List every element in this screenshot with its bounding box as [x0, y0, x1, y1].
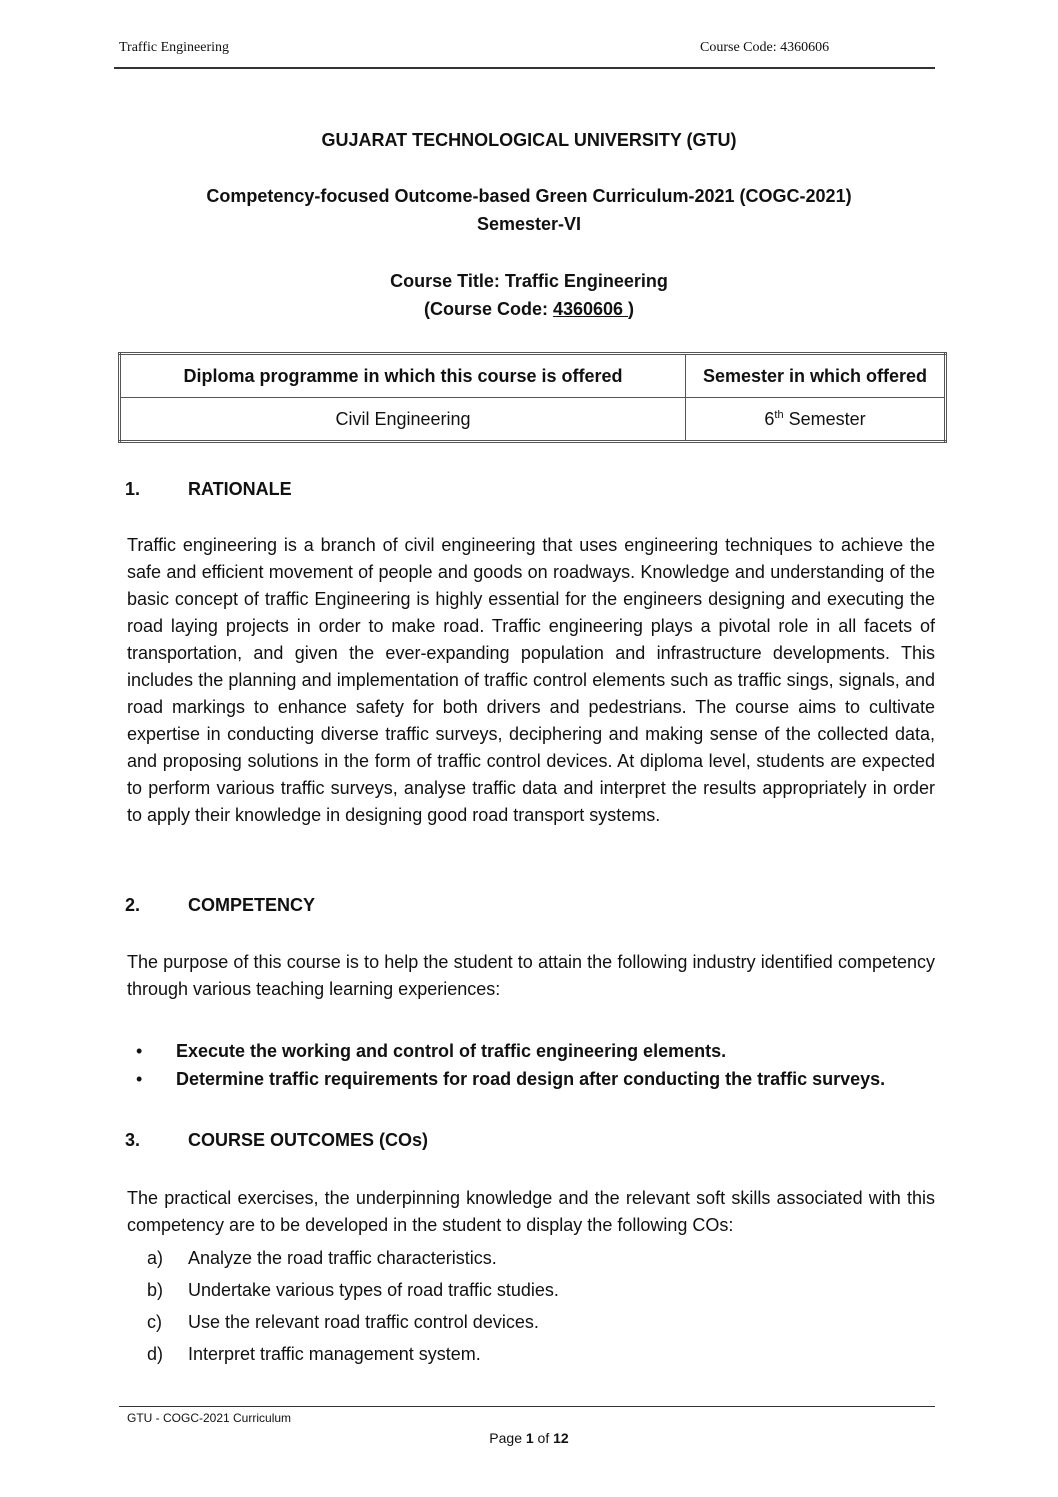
course-outcome-item: b) Undertake various types of road traffic studies. [147, 1280, 559, 1300]
bullet-icon: • [136, 1041, 143, 1061]
course-code-line [0, 299, 1058, 320]
section-competency-heading: 2. COMPETENCY [125, 895, 316, 915]
course-outcome-item: c) Use the relevant road traffic control devices. [147, 1312, 539, 1332]
competency-bullet: • Execute the working and control of traffic engineering elements. [136, 1037, 885, 1065]
course-code-suffix: ) [628, 299, 635, 319]
section-rationale-heading: 1. RATIONALE [125, 479, 292, 499]
course-outcome-item: d) Interpret traffic management system. [147, 1344, 481, 1364]
course-outcome-item: a) Analyze the road traffic characteristics. [147, 1248, 497, 1268]
curriculum-title: Competency-focused Outcome-based Green Curriculum-2021 (COGC-2021) [206, 186, 852, 206]
rationale-paragraph: Traffic engineering is a branch of civil engineering that uses engineering techniques to achieve the safe and efficient movement of people and goods on roadways. Knowledge and understanding of the basic concept of traffic Engineering is highly essential for the engineers designing and executing the road laying projects in order to make road. Traffic engineering plays a pivotal role in all facets of transportation, and given the ever-expanding population and infrastructure developments. This includes the planning and implementation of traffic control elements such as traffic sings, signals, and road markings to enhance safety for both drivers and pedestrians. The course aims to cultivate expertise in conducting diverse traffic surveys, deciphering and making sense of the collected data, and proposing solutions in the form of traffic control devices. At diploma level, students are expected to perform various traffic surveys, analyse traffic data and interpret the results appropriately in order to apply their knowledge in designing good road transport systems. [127, 535, 935, 825]
offering-table-header [120, 354, 946, 398]
semester-cell: 6th Semester [686, 398, 946, 442]
course-code-prefix: (Course Code: [423, 299, 553, 319]
outcomes-paragraph: The practical exercises, the underpinning knowledge and the relevant soft skills associated with this competency are to be developed in the student to display the following COs: [127, 1188, 935, 1235]
bullet-icon: • [136, 1069, 143, 1089]
semester-header: Semester in which offered [686, 354, 946, 398]
programme-header: Diploma programme in which this course is offered [120, 354, 686, 398]
course-title: Course Title: Traffic Engineering [390, 271, 668, 291]
university-title: GUJARAT TECHNOLOGICAL UNIVERSITY (GTU) [321, 130, 737, 150]
section-outcomes-heading: 3. COURSE OUTCOMES (COs) [125, 1130, 429, 1150]
offering-table-row [120, 398, 946, 442]
footer-divider [119, 1406, 935, 1407]
course-outcomes-list [147, 1242, 559, 1370]
footer-curriculum-label: GTU - COGC-2021 Curriculum [127, 1411, 292, 1425]
competency-paragraph: The purpose of this course is to help the student to attain the following industry identified competency through various teaching learning experiences: [127, 952, 935, 999]
offering-table [118, 352, 947, 443]
course-code-value: 4360606 [552, 299, 629, 319]
programme-cell: Civil Engineering [120, 398, 686, 442]
competency-bullet-list [136, 1037, 885, 1093]
competency-bullet: • Determine traffic requirements for road design after conducting the traffic surveys. [136, 1065, 885, 1093]
semester-title: Semester-VI [476, 214, 582, 234]
running-header-title: Traffic Engineering [119, 40, 230, 55]
running-header-course-code: Course Code: 4360606 [700, 40, 830, 55]
page-number: Page 1 of 12 [489, 1430, 569, 1446]
header-divider [114, 67, 935, 69]
